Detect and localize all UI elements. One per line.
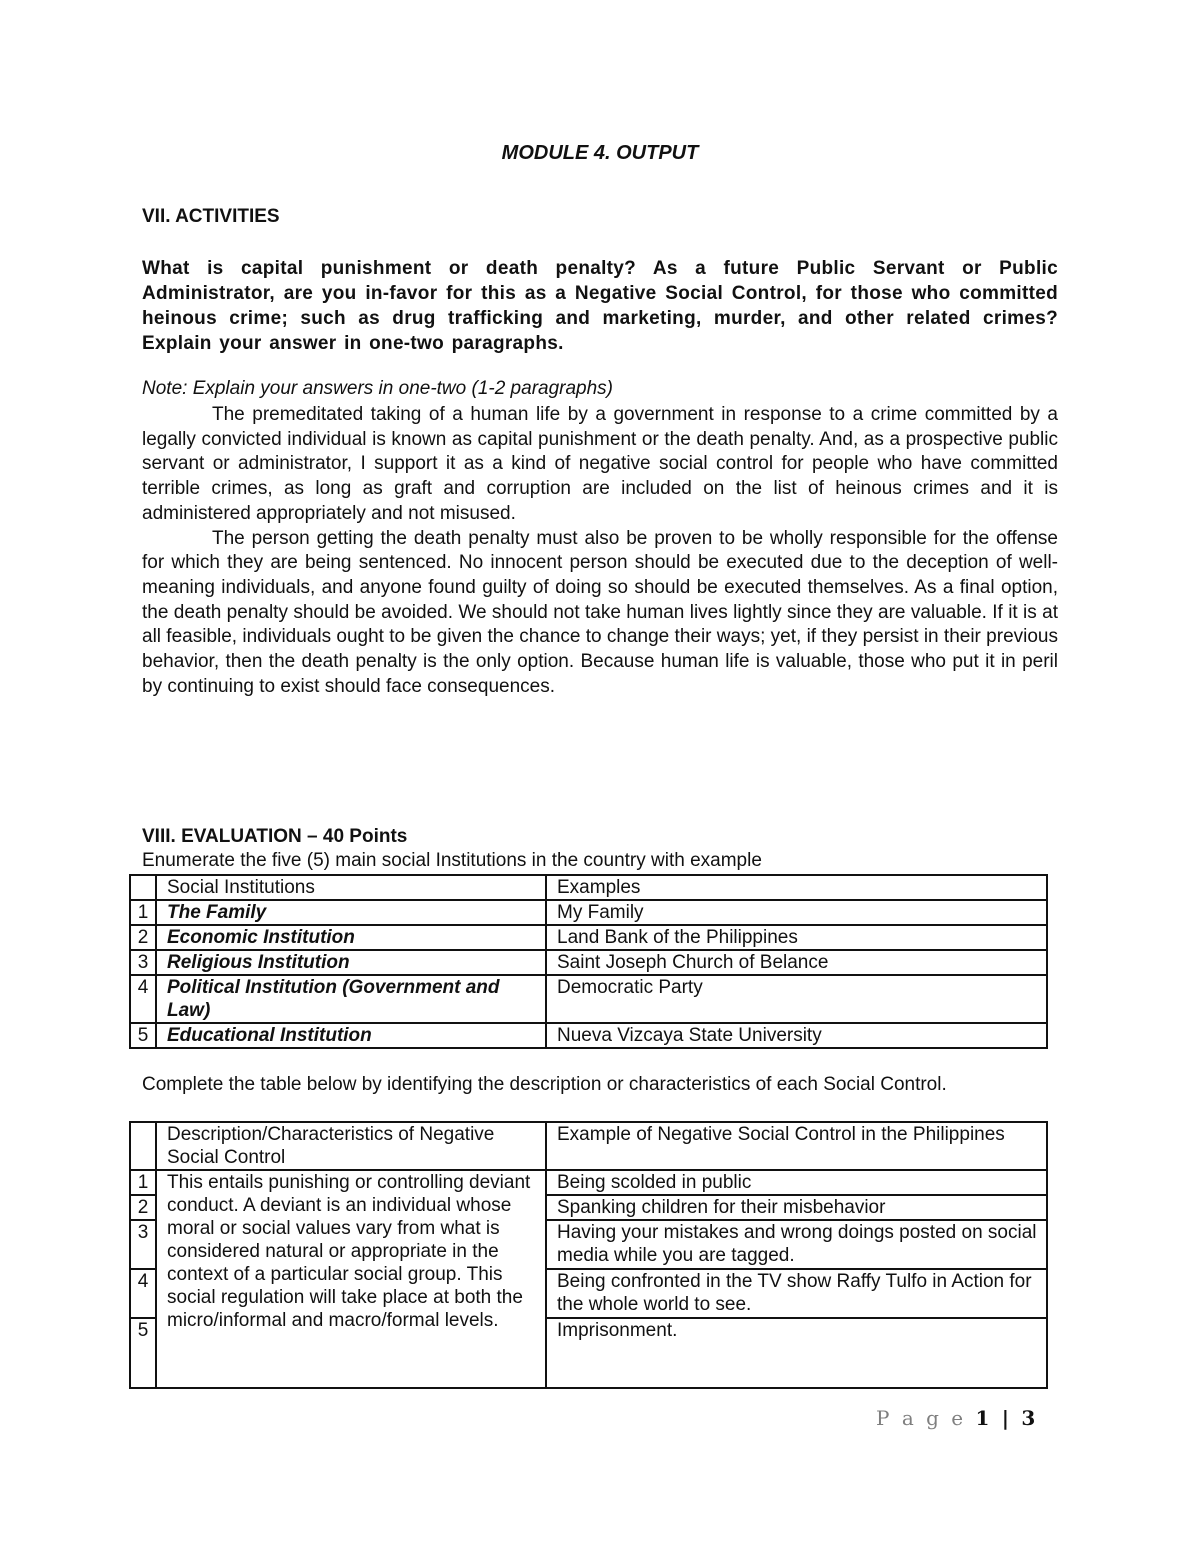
page-title: MODULE 4. OUTPUT	[501, 142, 699, 164]
answer-paragraph: The person getting the death penalty must also be proven to be wholly responsible for the offense for which they are being sentenced. No innocent person should be executed due to the deception of well-meaning individuals, and anyone found guilty of doing so should be executed themselves. As a final option, the death penalty should be avoided. We should not take human lives lightly since they are valuable. If it is at all feasible, individuals ought to be given the chance to change their ways; yet, if they persist in their previous behavior, then the death penalty is the only option. Because human life is valuable, those who put it in peril by continuing to exist should face consequences.	[142, 527, 1058, 697]
table-row	[130, 1170, 1047, 1195]
page-footer	[876, 1406, 1038, 1430]
institution-cell: Economic Institution	[156, 925, 546, 950]
row-number: 3	[130, 950, 156, 975]
table-row	[130, 1023, 1047, 1048]
table-cell	[130, 875, 156, 900]
example-cell: Land Bank of the Philippines	[546, 925, 1047, 950]
row-number: 5	[130, 1318, 156, 1388]
evaluation-heading: VIII. EVALUATION – 40 Points	[142, 826, 408, 847]
institution-cell: Educational Institution	[156, 1023, 546, 1048]
row-number: 1	[130, 1170, 156, 1195]
example-cell: Democratic Party	[546, 975, 1047, 1023]
table-header-row	[130, 1122, 1047, 1170]
example-cell: Imprisonment.	[546, 1318, 1047, 1388]
row-number: 3	[130, 1220, 156, 1269]
example-cell: Having your mistakes and wrong doings posted on social media while you are tagged.	[546, 1220, 1047, 1269]
table-header: Social Institutions	[156, 875, 546, 900]
page-separator: |	[1001, 1406, 1013, 1430]
social-institutions-table	[129, 874, 1048, 1049]
row-number: 4	[130, 975, 156, 1023]
example-cell: My Family	[546, 900, 1047, 925]
table-header: Example of Negative Social Control in the Philippines	[546, 1122, 1047, 1170]
answer-paragraph: The premeditated taking of a human life by a government in response to a crime committed by a legally convicted individual is known as capital punishment or the death penalty. And, as a prospective public servant or administrator, I support it as a kind of negative social control for people who have committed terrible crimes, as long as graft and corruption are included on the list of heinous crimes and it is administered appropriately and not misused.	[142, 404, 1058, 524]
table-row	[130, 950, 1047, 975]
table-cell	[130, 1122, 156, 1170]
example-cell: Nueva Vizcaya State University	[546, 1023, 1047, 1048]
table-header-row	[130, 875, 1047, 900]
page-total: 3	[1021, 1406, 1039, 1430]
example-cell: Being scolded in public	[546, 1170, 1047, 1195]
row-number: 4	[130, 1269, 156, 1318]
answer-note: Note: Explain your answers in one-two (1-2 paragraphs)	[142, 378, 614, 399]
row-number: 1	[130, 900, 156, 925]
evaluation-instruction: Enumerate the five (5) main social Institutions in the country with example	[142, 850, 762, 871]
evaluation-instruction-2: Complete the table below by identifying the description or characteristics of each Social Control.	[142, 1074, 947, 1095]
table-header: Description/Characteristics of Negative Social Control	[156, 1122, 546, 1170]
page-number: 1	[975, 1406, 993, 1430]
example-cell: Spanking children for their misbehavior	[546, 1195, 1047, 1220]
table-row	[130, 900, 1047, 925]
example-cell: Saint Joseph Church of Belance	[546, 950, 1047, 975]
table-row	[130, 975, 1047, 1023]
row-number: 2	[130, 1195, 156, 1220]
table-header: Examples	[546, 875, 1047, 900]
table-row	[130, 925, 1047, 950]
activities-heading: VII. ACTIVITIES	[142, 206, 280, 227]
page-label: P a g e	[876, 1406, 967, 1430]
institution-cell: Religious Institution	[156, 950, 546, 975]
institution-cell: The Family	[156, 900, 546, 925]
activity-question: What is capital punishment or death penalty? As a future Public Servant or Public Administrator, are you in-favor for this as a Negative Social Control, for those who committed heinous crime; such as drug trafficking and marketing, murder, and other related crimes? Explain your answer in one-two paragraphs.	[142, 258, 1058, 354]
row-number: 2	[130, 925, 156, 950]
institution-cell: Political Institution (Government and Law)	[156, 975, 546, 1023]
answer-text	[142, 403, 1058, 699]
row-number: 5	[130, 1023, 156, 1048]
negative-social-control-table	[129, 1121, 1048, 1389]
example-cell: Being confronted in the TV show Raffy Tulfo in Action for the whole world to see.	[546, 1269, 1047, 1318]
description-cell: This entails punishing or controlling deviant conduct. A deviant is an individual whose moral or social values vary from what is considered natural or appropriate in the context of a particular social group. This social regulation will take place at both the micro/informal and macro/formal levels.	[156, 1170, 546, 1388]
